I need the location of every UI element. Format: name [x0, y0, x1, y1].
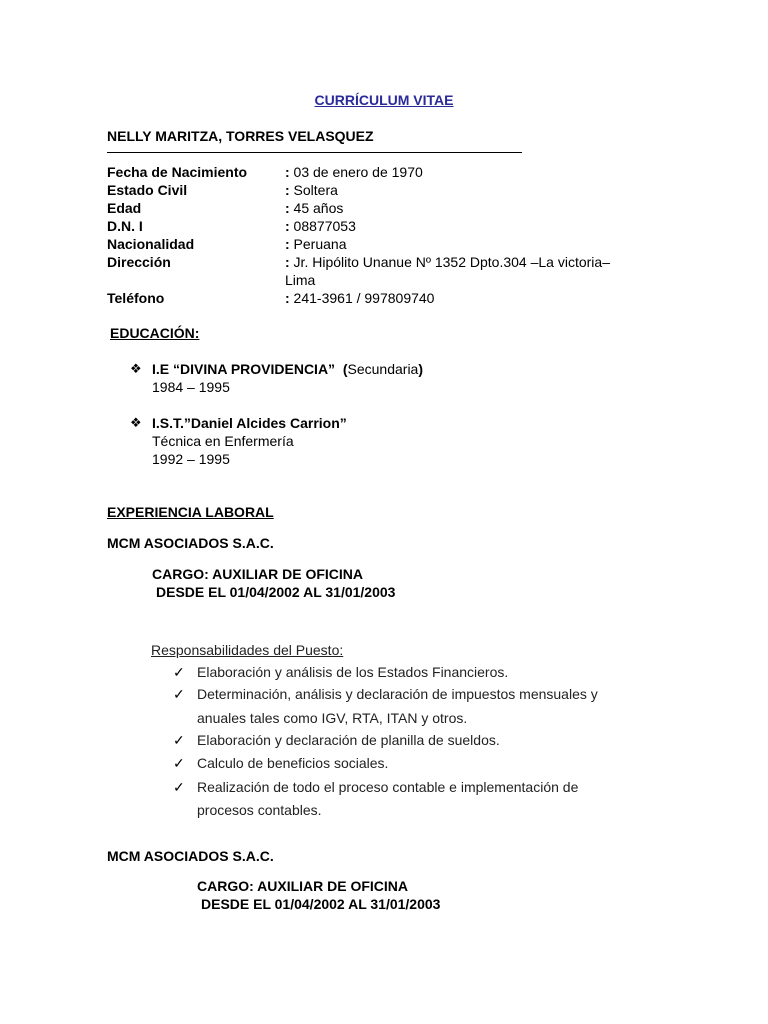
checkmark-icon: ✓: [173, 755, 185, 771]
value-age: : 45 años: [285, 200, 344, 216]
job-2-position: CARGO: AUXILIAR DE OFICINA: [197, 878, 409, 894]
responsibilities-heading: Responsabilidades del Puesto:: [151, 642, 344, 658]
diamond-bullet-icon: ❖: [130, 415, 142, 430]
checkmark-icon: ✓: [173, 686, 185, 702]
job-2-company: MCM ASOCIADOS S.A.C.: [107, 848, 274, 864]
diamond-bullet-icon: ❖: [130, 361, 142, 376]
name-underline-rule: [107, 152, 522, 153]
job-1-dates: DESDE EL 01/04/2002 AL 31/01/2003: [156, 584, 396, 600]
value-birth-date: : 03 de enero de 1970: [285, 164, 423, 180]
checkmark-icon: ✓: [173, 664, 185, 680]
responsibility-1: Elaboración y análisis de los Estados Financieros.: [197, 664, 509, 680]
education-item-2-years: 1992 – 1995: [152, 451, 230, 467]
candidate-name: NELLY MARITZA, TORRES VELASQUEZ: [107, 128, 374, 144]
value-dni: : 08877053: [285, 218, 356, 234]
label-dni: D.N. I: [107, 218, 143, 234]
label-phone: Teléfono: [107, 290, 165, 306]
education-heading: EDUCACIÓN:: [110, 325, 200, 341]
label-civil-status: Estado Civil: [107, 182, 188, 198]
label-address: Dirección: [107, 254, 171, 270]
job-1-company: MCM ASOCIADOS S.A.C.: [107, 535, 274, 551]
responsibility-4: Calculo de beneficios sociales.: [197, 755, 389, 771]
job-2-dates: DESDE EL 01/04/2002 AL 31/01/2003: [201, 896, 441, 912]
label-nationality: Nacionalidad: [107, 236, 195, 252]
responsibility-5: Realización de todo el proceso contable e implementación de: [197, 779, 579, 795]
value-address: : Jr. Hipólito Unanue Nº 1352 Dpto.304 –La victoria–: [285, 254, 610, 270]
value-nationality: : Peruana: [285, 236, 347, 252]
education-item-1-years: 1984 – 1995: [152, 379, 230, 395]
value-phone: : 241-3961 / 997809740: [285, 290, 435, 306]
education-item-1-title: I.E “DIVINA PROVIDENCIA” (Secundaria): [152, 361, 424, 377]
checkmark-icon: ✓: [173, 732, 185, 748]
document-title: CURRÍCULUM VITAE: [314, 92, 454, 108]
experience-heading: EXPERIENCIA LABORAL: [107, 504, 274, 520]
responsibility-2-cont: anuales tales como IGV, RTA, ITAN y otros.: [197, 710, 468, 726]
job-1-position: CARGO: AUXILIAR DE OFICINA: [152, 566, 364, 582]
education-item-2-career: Técnica en Enfermería: [152, 433, 294, 449]
value-address-line2: Lima: [285, 272, 316, 288]
label-birth-date: Fecha de Nacimiento: [107, 164, 248, 180]
responsibility-3: Elaboración y declaración de planilla de sueldos.: [197, 732, 500, 748]
label-age: Edad: [107, 200, 142, 216]
education-item-2-title: I.S.T.”Daniel Alcides Carrion”: [152, 415, 347, 431]
value-civil-status: : Soltera: [285, 182, 338, 198]
responsibility-5-cont: procesos contables.: [197, 802, 322, 818]
checkmark-icon: ✓: [173, 779, 185, 795]
responsibility-2: Determinación, análisis y declaración de impuestos mensuales y: [197, 686, 598, 702]
